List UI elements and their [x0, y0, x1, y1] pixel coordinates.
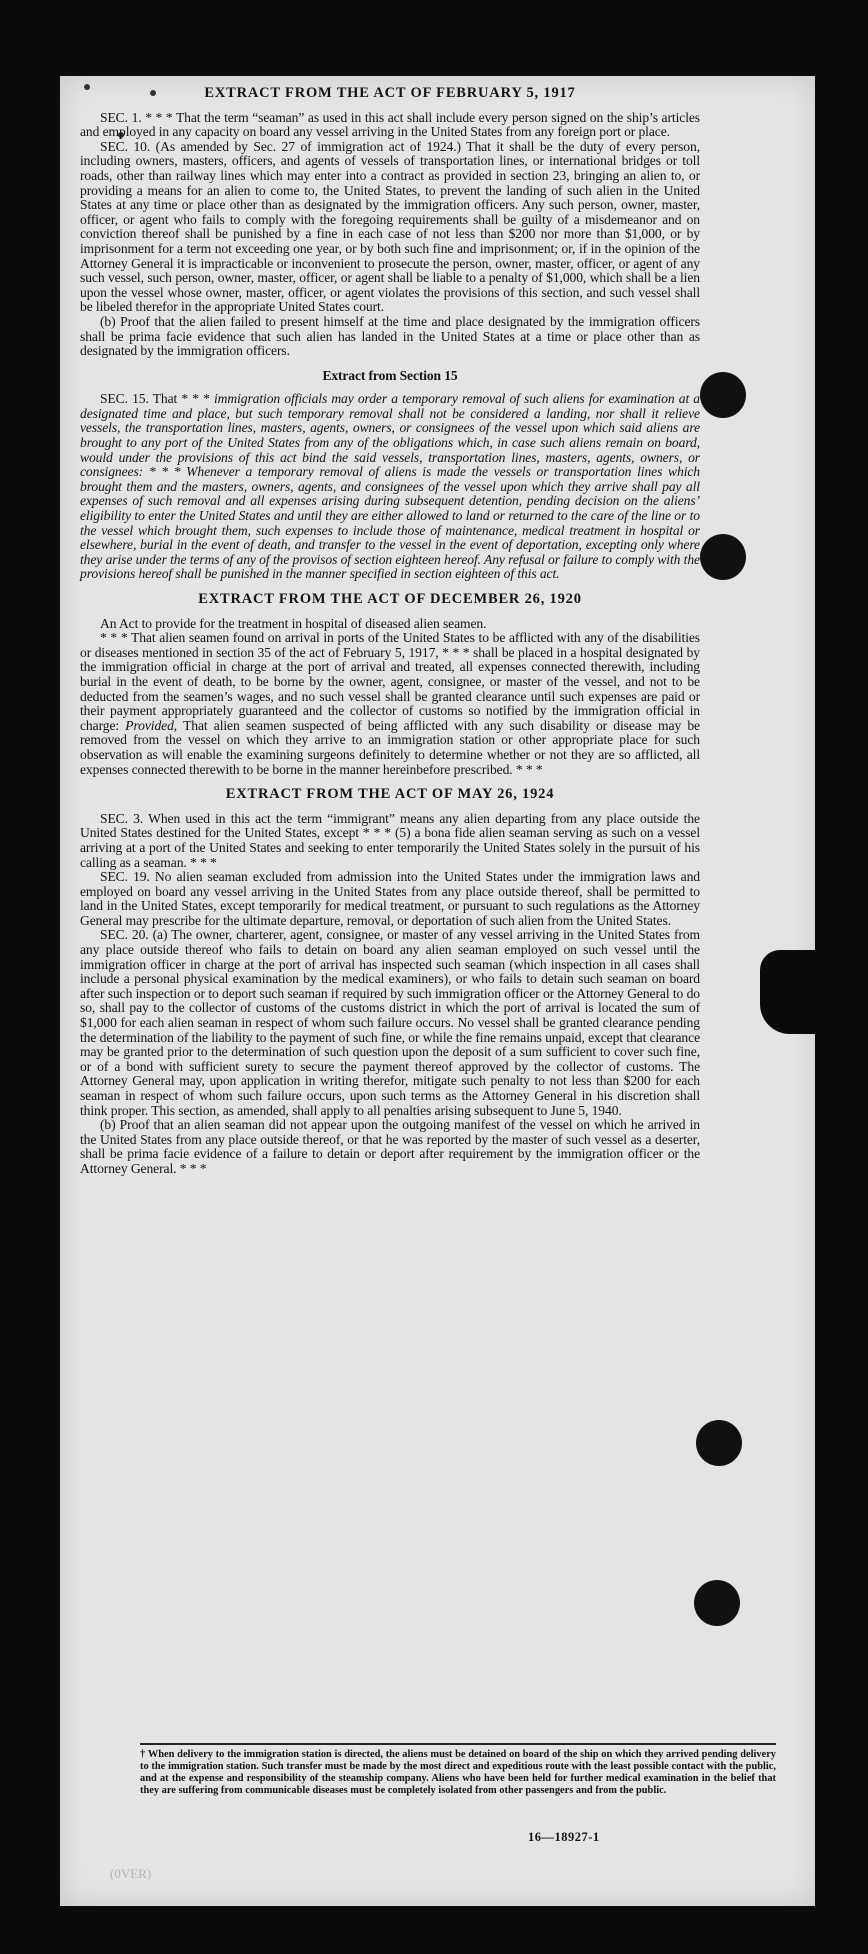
heading-feb-1917: EXTRACT FROM THE ACT OF FEBRUARY 5, 1917	[204, 85, 576, 101]
dec-1920-body-a: * * * That alien seamen found on arrival in ports of the United States to be afflicted with any of the disabilities or diseases mentioned in section 35 of the act of February 5, 1917, * * * shall be placed in a hospital designated by the immigration official in charge at the port of arrival and treated, all expenses connected therewith, including burial in the event of death, to be borne by the owner, agent, consignee, or master of the vessel, and not to be deducted from the seamen’s wages, and no such vessel shall be granted clearance until such expenses are paid or their payment appropriately guaranteed and the collector of customs so notified by the immigration official in charge:	[80, 630, 700, 733]
section-19: SEC. 19. No alien seaman excluded from admission into the United States under the immigration laws and employed on board any vessel arriving in the United States from any place outside thereof, shall be permitted to land in the United States, except temporarily for medical treatment, or pursuant to such regulations as the Attorney General may prescribe for the ultimate departure, removal, or deportation of such alien from the United States.	[80, 869, 700, 928]
heading-dec-1920: EXTRACT FROM THE ACT OF DECEMBER 26, 1920	[198, 591, 582, 607]
section-15-body: immigration officials may order a temporary removal of such aliens for examination at a designated time and place, but such temporary removal shall not be considered a landing, nor shall it relieve vessels, the transportation lines, masters, agents, owners, or consignees of the vessel upon which said aliens are brought to any port of the United States from any of the obligations which, in case such aliens remain on board, would under the provisions of this act bind the said vessels, transportation lines, masters, agents, owners, or consignees: * * * Whenever a temporary removal of aliens is made the vessels or transportation lines which brought them and the masters, owners, agents, and consignees of the vessel upon which they arrive shall pay all expenses of such removal and all expenses arising during subsequent detention, pending decision on the aliens’ eligibility to enter the United States and until they are either allowed to land or returned to the care of the line or to the vessel which brought them, such expenses to include those of maintenance, medical treatment in hospital or elsewhere, burial in the event of death, and transfer to the vessel in the event of deportation, excepting only where they arise under the terms of any of the provisos of section eighteen hereof. Any refusal or failure to comply with the provisions hereof shall be punished in the manner specified in section eighteen of this act.	[80, 391, 700, 582]
document-body	[80, 86, 700, 1177]
section-15	[80, 392, 700, 582]
dec-1920-intro: An Act to provide for the treatment in hospital of diseased alien seamen.	[100, 615, 487, 631]
section-15-lead: SEC. 15. That * * *	[100, 391, 210, 407]
section-10a: SEC. 10. (As amended by Sec. 27 of immigration act of 1924.) That it shall be the duty of every person, including owners, masters, officers, and agents of vessels of transportation lines, or international bridges or toll roads, other than railway lines which may enter into a contract as provided in section 23, bringing an alien to, or providing a means for an alien to come to, the United States, to prevent the landing of such alien in the United States at any time or place other than as designated by the immigration officers. Any such person, owner, master, officer, or agent who fails to comply with the foregoing requirements shall be guilty of a misdemeanor and on conviction thereof shall be punished by a fine in each case of not less than $200 nor more than $1,000, or by imprisonment for a term not exceeding one year, or by both such fine and imprisonment; or, if in the opinion of the Attorney General it is impracticable or inconvenient to prosecute the person, owner, master, officer, or agent of any such vessel, such person, owner, master, officer, or agent shall be liable to a penalty of $1,000, which shall be a lien upon the vessel whose owner, master, officer, or agent violates the provisions of this section, and such vessel shall be libeled therefor in the appropriate United States court.	[80, 138, 700, 315]
binder-hole	[700, 372, 746, 418]
page-tear	[760, 950, 820, 1034]
provided-word: Provided,	[125, 717, 178, 733]
binder-hole	[700, 534, 746, 580]
section-20a: SEC. 20. (a) The owner, charterer, agent, consignee, or master of any vessel arriving in the United States from any place outside thereof who fails to detain on board any alien seaman employed on such vessel until the immigration officer in charge at the port of arrival has inspected such seaman (which inspection in all cases shall include a personal physical examination by the medical examiners), or who fails to detain such seaman on board after such inspection or to deport such seaman if required by such immigration officer or the Attorney General to do so, shall pay to the collector of customs of the customs district in which the port of arrival is located the sum of $1,000 for each alien seaman in respect of whom such failure occurs. No vessel shall be granted clearance pending the determination of the liability to the payment of such fine, or while the fine remains unpaid, except that clearance may be granted prior to the determination of such question upon the deposit of a sum sufficient to cover such fine, or of a bond with sufficient surety to secure the payment thereof approved by the collector of customs. The Attorney General may, upon application in writing therefor, mitigate such penalty to not less than $200 for each seaman in respect of whom such failure occurs, upon such terms as the Attorney General in his discretion shall think proper. This section, as amended, shall apply to all penalties arising subsequent to June 5, 1940.	[80, 927, 700, 1118]
dec-1920-body-b: That alien seamen suspected of being afflicted with any such disability or disease may be removed from the vessel on which they arrive to an immigration station or other appropriate place for such observation as will enable the examining surgeons definitely to determine whether or not they are so afflicted, all expenses connected therewith to be borne in the manner hereinbefore prescribed. * * *	[80, 717, 700, 777]
section-20b: (b) Proof that an alien seaman did not appear upon the outgoing manifest of the vessel on which he arrived in the United States from any place outside thereof, or that he was reported by the master of such vessel as a deserter, shall be prima facie evidence of a failure to detain or deport after requirement by the immigration officer or the Attorney General. * * *	[80, 1117, 700, 1176]
form-number: 16—18927-1	[528, 1830, 600, 1844]
binder-hole	[694, 1580, 740, 1626]
binder-hole	[696, 1420, 742, 1466]
dec-1920-body	[80, 631, 700, 777]
footnote: † When delivery to the immigration station is directed, the aliens must be detained on board of the ship on which they arrived pending delivery to the immigration station. Such transfer must be made by the most direct and expeditious route with the least possible contact with the public, and at the expense and responsibility of the steamship company. Aliens who have been held for further medical examination in the belief that they are suffering from communicable diseases must be completely isolated from other passengers and from the public.	[140, 1743, 776, 1797]
heading-section-15: Extract from Section 15	[322, 367, 458, 383]
section-1: SEC. 1. * * * That the term “seaman” as used in this act shall include every person signed on the ship’s articles and employed in any capacity on board any vessel arriving in the United States from any foreign port or place.	[80, 109, 700, 140]
section-10b: (b) Proof that the alien failed to present himself at the time and place designated by the immigration officers shall be prima facie evidence that such alien has landed in the United States at a time or place other than as designated by the immigration officers.	[80, 313, 700, 359]
faint-mark: (0VER)	[110, 1866, 152, 1881]
heading-may-1924: EXTRACT FROM THE ACT OF MAY 26, 1924	[225, 786, 555, 803]
section-3: SEC. 3. When used in this act the term “immigrant” means any alien departing from any place outside the United States destined for the United States, except * * * (5) a bona fide alien seaman serving as such on a vessel arriving at a port of the United States and seeking to enter temporarily the United States solely in the pursuit of his calling as a seaman. * * *	[80, 810, 700, 870]
